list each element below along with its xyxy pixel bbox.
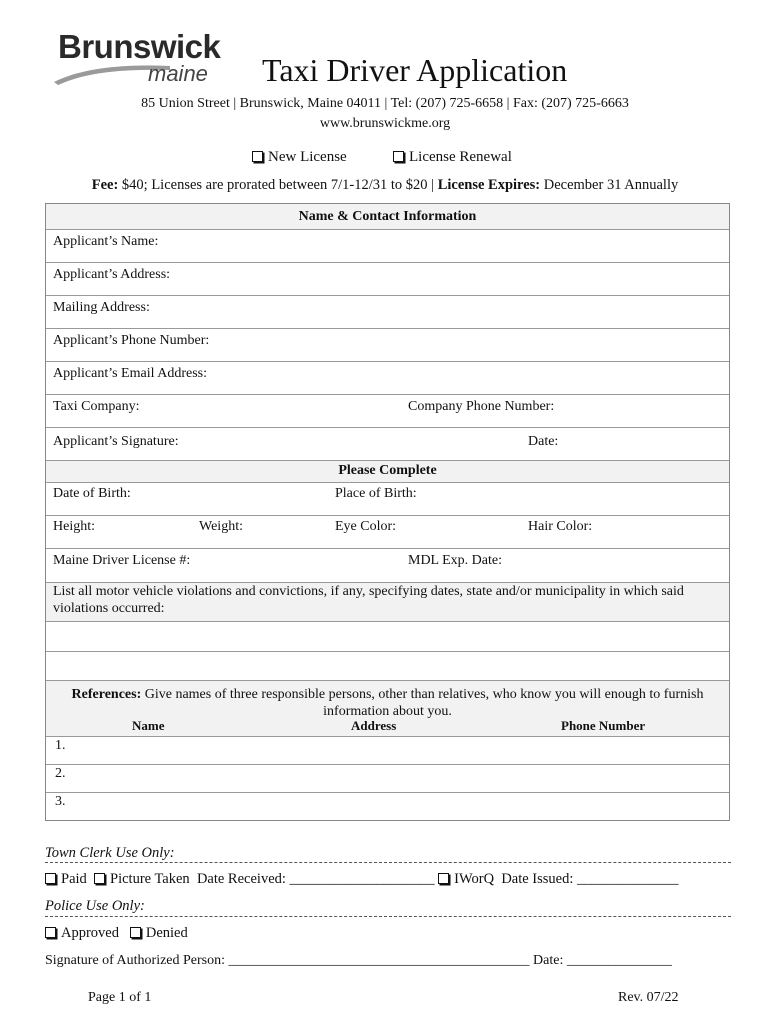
brunswick-logo — [52, 28, 248, 92]
license-number-label: Maine Driver License #: — [53, 553, 191, 568]
new-license-option[interactable] — [252, 149, 347, 166]
email-row[interactable] — [46, 362, 729, 395]
fee-text: $40; Licenses are prorated between 7/1-12/31 to $20 | — [118, 177, 438, 193]
revision-label: Rev. 07/22 — [618, 990, 679, 1005]
phone-label: Applicant’s Phone Number: — [53, 333, 210, 348]
taxi-company-label: Taxi Company: — [53, 399, 140, 414]
police-approval — [45, 925, 188, 942]
license-renewal-option[interactable] — [393, 149, 512, 166]
reference-row-3[interactable] — [46, 793, 729, 820]
hair-color-label: Hair Color: — [528, 519, 593, 534]
col-phone-header: Phone Number — [561, 718, 646, 733]
paid-label: Paid — [61, 871, 87, 887]
authorized-signature-line[interactable]: Signature of Authorized Person: ___________________________________________ Date: _______________ — [45, 953, 672, 968]
approved-checkbox-icon[interactable] — [45, 927, 56, 938]
references-label: References: — [71, 687, 142, 702]
eye-color-label: Eye Color: — [335, 519, 397, 534]
page-title: Taxi Driver Application — [262, 52, 568, 88]
col-address-header: Address — [351, 718, 397, 733]
birth-row[interactable] — [46, 483, 729, 516]
expires-text: December 31 Annually — [540, 177, 679, 193]
date-issued-field[interactable]: Date Issued: ______________ — [501, 871, 679, 887]
fee-info — [0, 177, 770, 194]
license-renewal-label: License Renewal — [409, 149, 512, 165]
applicant-address-row[interactable] — [46, 263, 729, 296]
reference-row-2[interactable] — [46, 765, 729, 793]
application-form — [45, 203, 730, 821]
contact-header: Name & Contact Information — [298, 209, 477, 224]
picture-checkbox-icon[interactable] — [94, 873, 105, 884]
expires-label: License Expires: — [437, 177, 541, 193]
police-section-title: Police Use Only: — [45, 898, 145, 914]
references-header-row — [46, 681, 729, 737]
reference-row-1[interactable] — [46, 737, 729, 765]
website-link[interactable]: www.brunswickme.org — [319, 116, 451, 131]
office-address: 85 Union Street | Brunswick, Maine 04011 | Tel: (207) 725-6658 | Fax: (207) 725-6663 — [141, 96, 629, 111]
physical-row[interactable] — [46, 516, 729, 549]
denied-label: Denied — [145, 925, 188, 941]
weight-label: Weight: — [199, 519, 243, 534]
reference-number-2: 2. — [55, 766, 66, 781]
page-number: Page 1 of 1 — [88, 990, 152, 1005]
complete-header: Please Complete — [338, 463, 437, 478]
applicant-address-label: Applicant’s Address: — [53, 267, 171, 282]
logo-text-maine: maine — [148, 61, 208, 86]
reference-number-3: 3. — [55, 794, 66, 809]
references-text: Give names of three responsible persons, other than relatives, who know you will enough to furnish information about you. — [141, 687, 704, 719]
mailing-address-row[interactable] — [46, 296, 729, 329]
height-label: Height: — [53, 519, 95, 534]
iworq-label: IWorQ — [454, 871, 495, 887]
clerk-divider — [45, 862, 731, 863]
signature-row[interactable] — [46, 428, 729, 461]
complete-header-row — [46, 461, 729, 483]
dob-label: Date of Birth: — [53, 486, 131, 501]
clerk-section-title: Town Clerk Use Only: — [45, 845, 175, 861]
violations-row — [46, 583, 729, 622]
mailing-address-label: Mailing Address: — [53, 300, 150, 315]
company-phone-label: Company Phone Number: — [408, 399, 555, 414]
email-label: Applicant’s Email Address: — [53, 366, 207, 381]
date-received-field[interactable]: Date Received: ____________________ — [196, 871, 435, 887]
signature-label: Applicant’s Signature: — [53, 434, 179, 449]
contact-header-row — [46, 204, 729, 230]
license-row[interactable] — [46, 549, 729, 583]
references-instructions — [46, 686, 729, 720]
police-divider — [45, 916, 731, 917]
violations-line-1[interactable] — [46, 622, 729, 652]
violations-line-2[interactable] — [46, 652, 729, 681]
logo-text-brunswick: Brunswick — [58, 28, 221, 65]
signature-date-label: Date: — [528, 434, 559, 449]
picture-taken-label: Picture Taken — [110, 871, 190, 887]
applicant-name-label: Applicant’s Name: — [53, 234, 159, 249]
applicant-name-row[interactable] — [46, 230, 729, 263]
phone-row[interactable] — [46, 329, 729, 362]
reference-number-1: 1. — [55, 738, 66, 753]
col-name-header: Name — [132, 718, 165, 733]
taxi-company-row[interactable] — [46, 395, 729, 428]
fee-label: Fee: — [91, 177, 119, 193]
violations-instructions: List all motor vehicle violations and convictions, if any, specifying dates, state and/or municipality in which said violations occurred: — [53, 584, 684, 616]
checkbox-icon[interactable] — [252, 151, 263, 162]
denied-checkbox-icon[interactable] — [130, 927, 141, 938]
new-license-label: New License — [268, 149, 347, 165]
iworq-checkbox-icon[interactable] — [438, 873, 449, 884]
mdl-exp-label: MDL Exp. Date: — [408, 553, 502, 568]
clerk-fields — [45, 871, 679, 888]
pob-label: Place of Birth: — [335, 486, 417, 501]
checkbox-icon[interactable] — [393, 151, 404, 162]
paid-checkbox-icon[interactable] — [45, 873, 56, 884]
approved-label: Approved — [61, 925, 119, 941]
